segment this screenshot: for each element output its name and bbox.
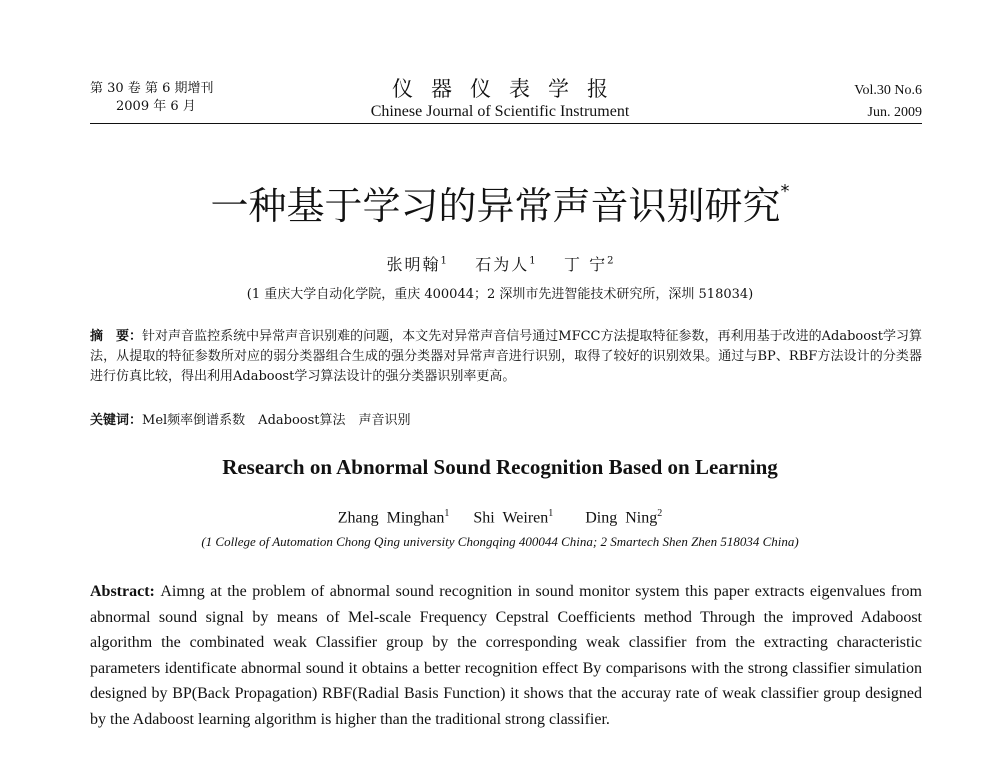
journal-header-right	[854, 80, 922, 124]
author-en: Ding Ning	[585, 509, 658, 527]
volume-en: Vol.30 No.6	[854, 83, 922, 98]
paper-title-cn-text: 一种基于学习的异常声音识别研究	[210, 184, 781, 228]
author-cn-sup: 2	[607, 255, 614, 267]
author-cn: 石为人	[475, 255, 530, 274]
author-en-sup: 1	[548, 508, 554, 519]
affiliation-cn: (1 重庆大学自动化学院，重庆 400044；2 深圳市先进智能技术研究所，深圳 518034)	[246, 287, 754, 302]
title-footnote-mark: *	[780, 181, 790, 202]
abstract-en-text: Aimng at the problem of abnormal sound recognition in sound monitor system this paper extracts eigenvalues from abnormal sound signal by means of Mel-scale Frequency Cepstral Coefficients method Through the improved Adaboost algorithm the combinated weak Classifier group by the corresponding weak classifier from the extracting characteristic parameters identificate abnormal sound it obtains a better recognition effect By comparisons with the strong classifier simulation designed by BP(Back Propagation) RBF(Radial Basis Function) it shows that the accuray rate of weak classifier group designed by the Adaboost learning algorithm is higher than the traditional strong classifier.	[90, 583, 922, 728]
author-en: Shi Weiren	[473, 509, 549, 527]
authors-cn	[0, 252, 1000, 275]
author-en-sup: 2	[657, 508, 663, 519]
abstract-cn	[90, 327, 922, 387]
journal-header-center	[0, 76, 1000, 122]
header-rule	[90, 123, 922, 124]
authors-en	[0, 508, 1000, 527]
affiliation-en: (1 College of Automation Chong Qing university Chongqing 400044 China; 2 Smartech Shen Zhen 518034 China)	[201, 534, 799, 549]
date-en: Jun. 2009	[867, 105, 922, 120]
keywords-cn-label: 关键词：	[90, 413, 143, 428]
abstract-cn-label: 摘 要：	[90, 329, 143, 344]
author-en-sup: 1	[444, 508, 450, 519]
date-cn: 2009 年 6 月	[116, 99, 196, 114]
author-en: Zhang Minghan	[337, 509, 445, 527]
abstract-en-label: Abstract:	[90, 583, 155, 600]
journal-name-en: Chinese Journal of Scientific Instrument	[370, 103, 630, 120]
author-cn: 张明翰	[386, 255, 441, 274]
abstract-en	[90, 579, 922, 732]
keywords-cn	[90, 411, 922, 431]
author-cn-sup: 1	[529, 255, 536, 267]
volume-issue-cn: 第 30 卷 第 6 期增刊	[90, 81, 214, 96]
author-cn: 丁 宁	[564, 255, 608, 274]
journal-name-cn: 仪器仪表学报	[392, 77, 626, 101]
keywords-cn-text: Mel频率倒谱系数 Adaboost算法 声音识别	[142, 413, 411, 428]
paper-title-cn	[0, 167, 1000, 231]
author-cn-sup: 1	[440, 255, 447, 267]
abstract-cn-text: 针对声音监控系统中异常声音识别难的问题，本文先对异常声音信号通过MFCC方法提取特征参数，再利用基于改进的Adaboost学习算法，从提取的特征参数所对应的弱分类器组合生成的强分类器对异常声音进行识别，取得了较好的识别效果。通过与BP、RBF方法设计的分类器进行仿真比较，得出利用Adaboost学习算法设计的强分类器识别率更高。	[90, 329, 922, 384]
paper-title-en: Research on Abnormal Sound Recognition Based on Learning	[222, 455, 778, 479]
